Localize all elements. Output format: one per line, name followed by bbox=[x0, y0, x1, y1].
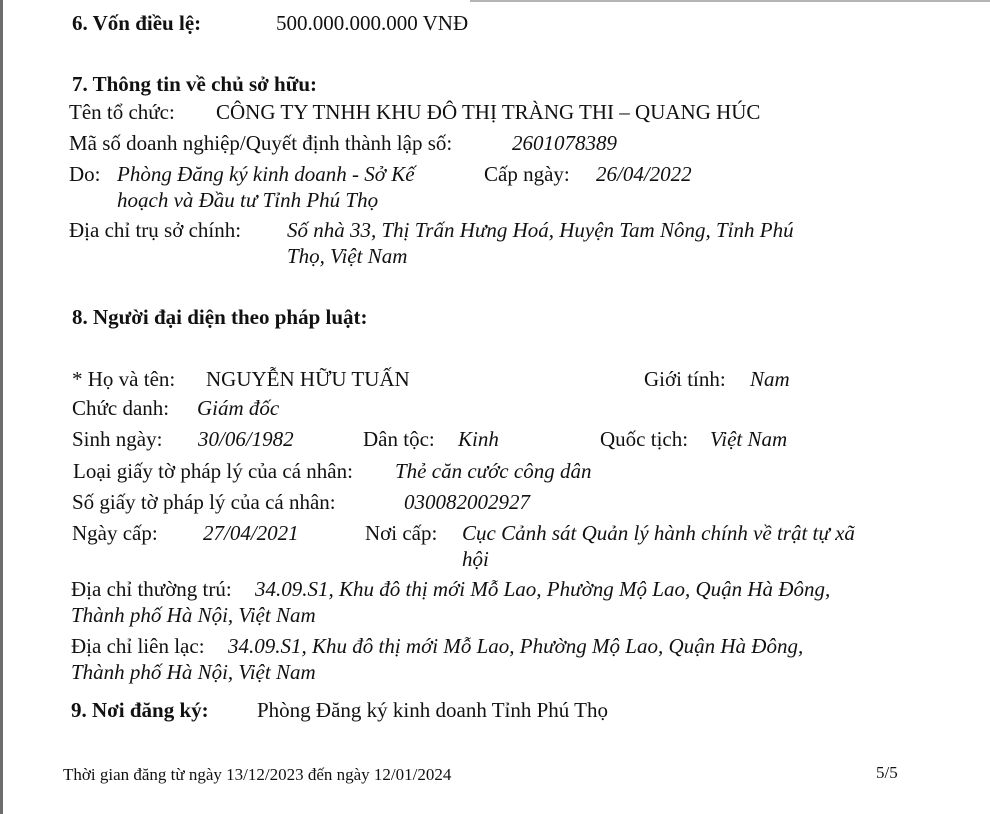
hq-address-line1: Số nhà 33, Thị Trấn Hưng Hoá, Huyện Tam Nông, Tỉnh Phú bbox=[287, 218, 794, 242]
id-issue-place-line1: Cục Cảnh sát Quản lý hành chính về trật tự xã bbox=[462, 521, 855, 545]
birth-date-label: Sinh ngày: bbox=[72, 427, 163, 451]
id-issue-place-line2: hội bbox=[462, 547, 489, 571]
position-label: Chức danh: bbox=[72, 396, 170, 420]
id-issue-date-label: Ngày cấp: bbox=[72, 521, 158, 545]
issuer-label: Do: bbox=[69, 162, 101, 186]
issued-date-label: Cấp ngày: bbox=[484, 162, 570, 186]
charter-capital-value: 500.000.000.000 VNĐ bbox=[276, 11, 469, 35]
nationality-value: Việt Nam bbox=[710, 427, 788, 451]
permanent-address-line1: 34.09.S1, Khu đô thị mới Mỗ Lao, Phường Mộ Lao, Quận Hà Đông, bbox=[255, 577, 831, 601]
contact-address-label: Địa chỉ liên lạc: bbox=[71, 634, 205, 658]
id-type-label: Loại giấy tờ pháp lý của cá nhân: bbox=[73, 459, 353, 483]
birth-date-value: 30/06/1982 bbox=[198, 427, 294, 451]
hq-address-line2: Thọ, Việt Nam bbox=[287, 244, 408, 268]
org-name-value: CÔNG TY TNHH KHU ĐÔ THỊ TRÀNG THI – QUANG HÚC bbox=[216, 100, 761, 124]
section-8-heading: 8. Người đại diện theo pháp luật: bbox=[72, 305, 368, 329]
posting-period: Thời gian đăng từ ngày 13/12/2023 đến ngày 12/01/2024 bbox=[63, 765, 452, 784]
nationality-label: Quốc tịch: bbox=[600, 427, 689, 451]
contact-address-line2: Thành phố Hà Nội, Việt Nam bbox=[71, 660, 316, 684]
page-left-border bbox=[0, 0, 3, 814]
page-number: 5/5 bbox=[876, 763, 898, 782]
permanent-address-label: Địa chỉ thường trú: bbox=[71, 577, 232, 601]
page-top-rule bbox=[470, 0, 990, 2]
permanent-address-line2: Thành phố Hà Nội, Việt Nam bbox=[71, 603, 316, 627]
id-number-value: 030082002927 bbox=[404, 490, 530, 514]
issuer-value-line1: Phòng Đăng ký kinh doanh - Sở Kế bbox=[117, 162, 415, 186]
gender-value: Nam bbox=[750, 367, 790, 391]
full-name-value: NGUYỄN HỮU TUẤN bbox=[206, 367, 410, 391]
ethnicity-value: Kinh bbox=[458, 427, 499, 451]
section-6-heading: 6. Vốn điều lệ: bbox=[72, 11, 202, 35]
full-name-label: * Họ và tên: bbox=[72, 367, 176, 391]
gender-label: Giới tính: bbox=[644, 367, 726, 391]
org-name-label: Tên tổ chức: bbox=[69, 100, 175, 124]
registration-number-value: 2601078389 bbox=[512, 131, 617, 155]
issuer-value-line2: hoạch và Đầu tư Tỉnh Phú Thọ bbox=[117, 188, 379, 212]
ethnicity-label: Dân tộc: bbox=[363, 427, 435, 451]
id-type-value: Thẻ căn cước công dân bbox=[395, 459, 592, 483]
hq-address-label: Địa chỉ trụ sở chính: bbox=[69, 218, 242, 242]
registration-number-label: Mã số doanh nghiệp/Quyết định thành lập số: bbox=[69, 131, 453, 155]
contact-address-line1: 34.09.S1, Khu đô thị mới Mỗ Lao, Phường Mộ Lao, Quận Hà Đông, bbox=[228, 634, 804, 658]
section-9-heading: 9. Nơi đăng ký: bbox=[71, 698, 209, 722]
id-number-label: Số giấy tờ pháp lý của cá nhân: bbox=[72, 490, 336, 514]
issued-date-value: 26/04/2022 bbox=[596, 162, 692, 186]
id-issue-date-value: 27/04/2021 bbox=[203, 521, 299, 545]
position-value: Giám đốc bbox=[197, 396, 280, 420]
registration-office-value: Phòng Đăng ký kinh doanh Tỉnh Phú Thọ bbox=[257, 698, 608, 722]
id-issue-place-label: Nơi cấp: bbox=[365, 521, 438, 545]
section-7-heading: 7. Thông tin về chủ sở hữu: bbox=[72, 72, 317, 96]
